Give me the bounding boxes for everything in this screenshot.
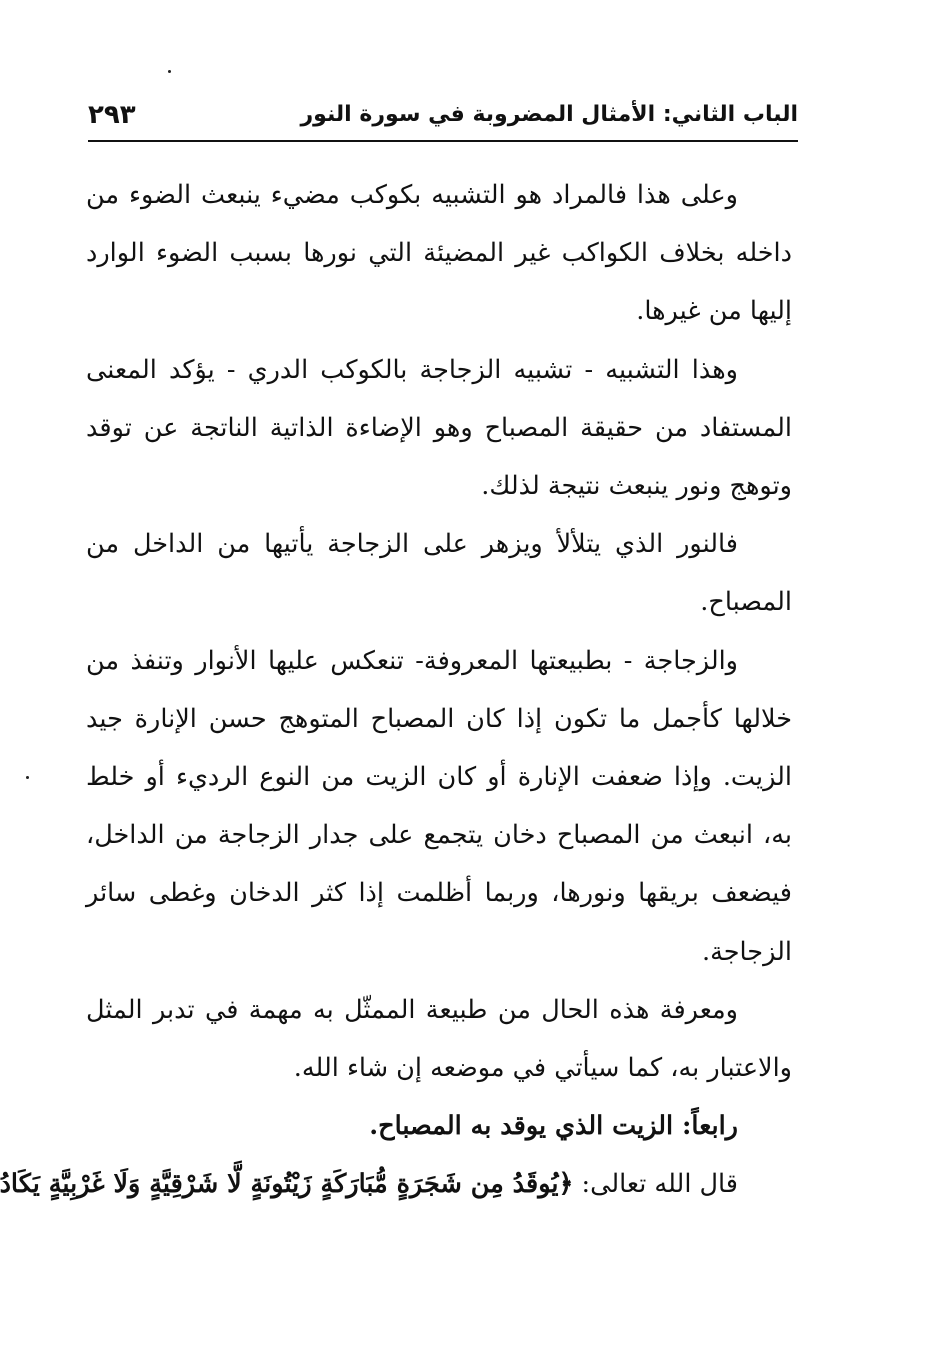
section-heading: رابعاً: الزيت الذي يوقد به المصباح. <box>369 1111 738 1142</box>
scan-speck <box>168 70 171 73</box>
paragraph: وهذا التشبيه - تشبيه الزجاجة بالكوكب الدري - يؤكد المعنى المستفاد من حقيقة المصباح وهو الإضاءة الذاتية الناتجة عن توقد وتوهج ونور ينبعث نتيجة لذلك. <box>86 354 792 502</box>
quran-verse: ﴿يُوقَدُ مِن شَجَرَةٍ مُّبَارَكَةٍ زَيْتُونَةٍ لَّا شَرْقِيَّةٍ وَلَا غَرْبِيَّةٍ يَكَادُ <box>0 1169 574 1200</box>
chapter-title: الباب الثاني: الأمثال المضروبة في سورة النور <box>300 102 798 127</box>
scan-speck <box>26 776 29 779</box>
quran-quote <box>0 1155 792 1213</box>
page-header <box>88 98 798 142</box>
paragraph: ومعرفة هذه الحال من طبيعة الممثّل به مهمة في تدبر المثل والاعتبار به، كما سيأتي في موضعه إن شاء الله. <box>86 994 792 1084</box>
paragraph: والزجاجة - بطبيعتها المعروفة- تنعكس عليها الأنوار وتنفذ من خلالها كأجمل ما تكون إذا كان المصباح المتوهج حسن الإنارة جيد الزيت. وإذا ضعفت الإنارة أو كان الزيت من النوع الرديء أو خلط به، انبعث من المصباح دخان يتجمع على جدار الزجاجة من الداخل، فيضعف بريقها ونورها، وربما أظلمت إذا كثر الدخان وغطى سائر الزجاجة. <box>86 645 792 967</box>
paragraph: فالنور الذي يتلألأ ويزهر على الزجاجة يأتيها من الداخل من المصباح. <box>86 529 792 618</box>
paragraph: وعلى هذا فالمراد هو التشبيه بكوكب مضيء ينبعث الضوء من داخله بخلاف الكواكب غير المضيئة التي نورها بسبب الضوء الوارد إليها من غيرها. <box>86 180 792 327</box>
body-text <box>0 166 792 1214</box>
page-number: ٢٩٣ <box>88 100 136 130</box>
quote-lead: قال الله تعالى: <box>573 1169 738 1200</box>
